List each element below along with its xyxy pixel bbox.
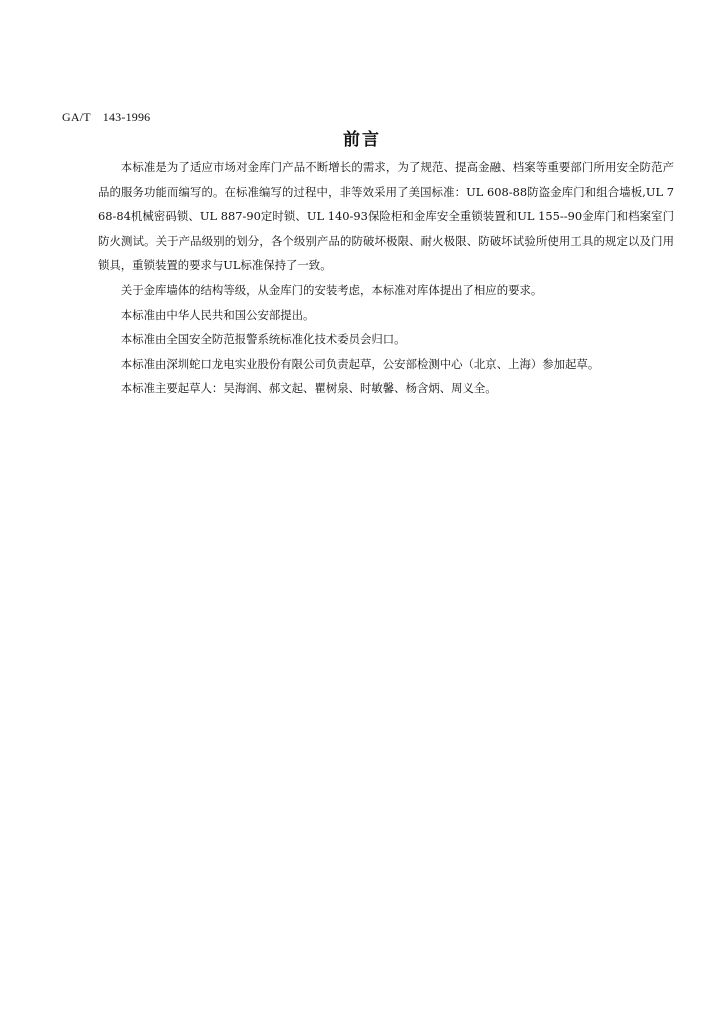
- paragraph-wall-structure: 关于金库墙体的结构等级，从金库门的安装考虑，本标准对库体提出了相应的要求。: [120, 282, 543, 297]
- paragraph-centralized-by: 本标准由全国安全防范报警系统标准化技术委员会归口。: [120, 332, 406, 347]
- paragraph-main-drafters: 本标准主要起草人：吴海润、郝文起、瞿树泉、时敏馨、杨含炳、周义全。: [120, 381, 497, 396]
- standard-code: GA/T 143-1996: [62, 110, 151, 124]
- paragraph-intro: 本标准是为了适应市场对金库门产品不断增长的需求，为了规范、提高金融、档案等重要部门所用安全防范产品的服务功能而编写的。在标准编写的过程中，非等效采用了美国标准：UL 608-88防盗金库门和组合墙板,UL 768-84机械密码锁、UL 887-90定时锁、UL 140-93保险柜和金库安全重锁装置和UL 155--90金库门和档案室门防火测试。关于产品级别的划分，各个级别产品的防破坏极限、耐火极限、防破坏试验所使用工具的规定以及门用锁具，重锁装置的要求与UL标准保持了一致。: [98, 160, 674, 273]
- body-text: [98, 155, 674, 401]
- paragraph-drafted-by: 本标准由深圳蛇口龙电实业股份有限公司负责起草，公安部检测中心（北京、上海）参加起草。: [120, 356, 600, 371]
- paragraph-proposed-by: 本标准由中华人民共和国公安部提出。: [120, 307, 315, 322]
- page-title: 前言: [343, 130, 381, 150]
